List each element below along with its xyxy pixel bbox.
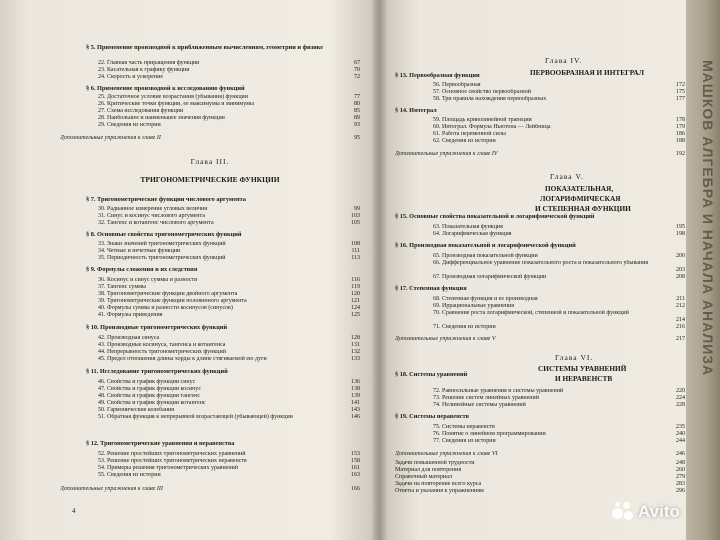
toc-entry <box>60 94 360 101</box>
toc-page-number: 143 <box>351 407 360 413</box>
toc-page-number: 235 <box>676 424 685 430</box>
section-10-heading: § 10. Производные тригонометрических функций <box>86 324 228 331</box>
toc-entry <box>60 122 360 129</box>
toc-entry-title: 55. Сведения из истории <box>98 472 161 478</box>
chapter-3-title: ТРИГОНОМЕТРИЧЕСКИЕ ФУНКЦИИ <box>140 175 280 184</box>
toc-entry <box>395 388 685 395</box>
toc-page-number: 279 <box>676 474 685 480</box>
toc-page-number: 163 <box>351 472 360 478</box>
toc-entry <box>395 324 685 331</box>
chapter-4-title: ПЕРВООБРАЗНАЯ И ИНТЕГРАЛ <box>530 68 645 77</box>
toc-entry-title: 67. Производная логарифмической функции <box>433 274 547 280</box>
toc-page-number: 72 <box>354 74 360 80</box>
toc-entry <box>60 335 360 342</box>
toc-appendix-entry <box>395 467 685 474</box>
toc-entry-title: 51. Обратная функция к непрерывной возрастающей (убывающей) функции <box>98 414 293 420</box>
toc-page-number: 85 <box>354 108 360 114</box>
toc-page-number: 139 <box>351 393 360 399</box>
toc-page-number: 138 <box>351 386 360 392</box>
toc-entry-title: 56. Первообразная <box>433 82 481 88</box>
toc-entry <box>60 393 360 400</box>
toc-entry-title: Задачи на повторение всего курса <box>395 481 482 487</box>
toc-entry-title: 28. Наибольшее и наименьшее значения функции <box>98 115 225 121</box>
toc-entry <box>395 89 685 96</box>
toc-entry <box>60 101 360 108</box>
toc-page-number: 153 <box>351 451 360 457</box>
toc-entry-title: 47. Свойства и график функции косинус <box>98 386 202 392</box>
section-13-heading: § 13. Первообразная функции <box>395 72 480 79</box>
toc-page-number: 132 <box>351 349 360 355</box>
toc-entry-title: 24. Скорость и ускорение <box>98 74 164 80</box>
toc-appendix-entry <box>395 460 685 467</box>
additional-exercises-ch4 <box>395 151 685 158</box>
toc-entry <box>395 274 685 281</box>
toc-page-number: 260 <box>676 467 685 473</box>
toc-entry <box>60 60 360 67</box>
section-7-heading: § 7. Тригонометрические функции числового аргумента <box>86 196 246 203</box>
toc-page-number: 70 <box>354 67 360 73</box>
toc-entry-title: 27. Схема исследования функции <box>98 108 184 114</box>
book-side-stripe <box>686 0 720 540</box>
toc-page-number: 217 <box>676 336 685 342</box>
left-page <box>60 0 360 540</box>
toc-page-number: 212 <box>676 303 685 309</box>
additional-exercises-ch6 <box>395 451 685 458</box>
toc-entry-title: Дополнительные упражнения к главе V <box>395 336 496 342</box>
toc-page-number: 67 <box>354 60 360 66</box>
toc-entry-title: 40. Формулы суммы и разности косинусов (синусов) <box>98 305 233 311</box>
toc-entry <box>60 277 360 284</box>
toc-entry-title: 41. Формулы приведения <box>98 312 163 318</box>
toc-entry-title: 39. Тригонометрические функции половинного аргумента <box>98 298 247 304</box>
toc-entry <box>60 356 360 363</box>
toc-entry <box>60 472 360 479</box>
toc-page-number: 95 <box>354 135 360 141</box>
chapter-5-title-line-1: ПОКАЗАТЕЛЬНАЯ, <box>545 184 614 193</box>
toc-page-number: 216 <box>676 324 685 330</box>
toc-entry <box>60 342 360 349</box>
toc-entry-title: 43. Производные косинуса, тангенса и котангенса <box>98 342 226 348</box>
toc-entry-title: 45. Предел отношения длины хорды к длине стягиваемой ею дуги <box>98 356 267 362</box>
toc-entry <box>60 291 360 298</box>
toc-entry <box>60 241 360 248</box>
toc-entry-title: 35. Периодичность тригонометрических функций <box>98 255 226 261</box>
toc-page-number: 244 <box>676 438 685 444</box>
toc-page-number: 283 <box>676 481 685 487</box>
toc-entry-title: 71. Сведения из истории <box>433 324 496 330</box>
toc-appendix-entry <box>395 481 685 488</box>
section-5-heading: § 5. Применение производной к приближенным вычислениям, геометрии и физике <box>86 44 324 51</box>
toc-entry-title: Справочный материал <box>395 474 452 480</box>
toc-page-number: 133 <box>351 356 360 362</box>
chapter-6-label: Глава VI. <box>555 353 594 362</box>
toc-entry-title: 59. Площадь криволинейной трапеции <box>433 117 532 123</box>
toc-entry-title: 26. Критические точки функции, ее максимумы и минимумы <box>98 101 254 107</box>
toc-entry <box>395 82 685 89</box>
chapter-4-label: Глава IV. <box>545 56 583 65</box>
toc-page-number: 125 <box>351 312 360 318</box>
toc-entry <box>395 253 685 260</box>
toc-page-number: 119 <box>351 284 360 290</box>
toc-entry-title: 31. Синус и косинус числового аргумента <box>98 213 205 219</box>
toc-entry-title: 34. Четные и нечетные функции <box>98 248 181 254</box>
toc-entry-title: 65. Производная показательной функции <box>433 253 538 259</box>
toc-appendix-entry <box>395 474 685 481</box>
toc-page-number: 228 <box>676 402 685 408</box>
toc-entry <box>395 431 685 438</box>
toc-entry-title: 50. Гармонические колебания <box>98 407 174 413</box>
toc-entry-title: 64. Логарифмическая функция <box>433 231 512 237</box>
toc-entry-title: Ответы и указания к упражнениям <box>395 488 484 494</box>
toc-appendix-entry <box>395 488 685 495</box>
toc-page-number: 208 <box>676 274 685 280</box>
toc-entry <box>60 67 360 74</box>
page-number-left: 4 <box>72 507 76 515</box>
toc-entry <box>60 115 360 122</box>
toc-page-number: 161 <box>351 465 360 471</box>
toc-entry <box>395 438 685 445</box>
toc-entry-title: 46. Свойства и график функции синус <box>98 379 196 385</box>
chapter-6-title-line-2: И НЕРАВЕНСТВ <box>555 374 613 383</box>
toc-entry-title: 69. Иррациональные уравнения <box>433 303 515 309</box>
toc-entry <box>395 124 685 131</box>
toc-page-number: 136 <box>351 379 360 385</box>
toc-page-number: 93 <box>354 122 360 128</box>
book-spine-shadow <box>372 0 386 540</box>
toc-entry <box>60 400 360 407</box>
toc-page-number: 177 <box>676 96 685 102</box>
toc-entry-title: 75. Системы неравенств <box>433 424 495 430</box>
toc-entry-title: 77. Сведения из истории <box>433 438 496 444</box>
right-page <box>395 0 685 540</box>
toc-page-number: 158 <box>351 458 360 464</box>
toc-entry <box>395 231 685 238</box>
toc-entry <box>60 312 360 319</box>
toc-page-number: 80 <box>354 101 360 107</box>
toc-page-number: 188 <box>676 138 685 144</box>
toc-entry-title: 73. Решение систем линейных уравнений <box>433 395 539 401</box>
toc-page-number: 105 <box>351 220 360 226</box>
toc-page-number: 121 <box>351 298 360 304</box>
section-12-heading: § 12. Тригонометрические уравнения и неравенства <box>86 440 235 447</box>
section-6-heading: § 6. Применение производной к исследованию функций <box>86 85 245 92</box>
toc-entry <box>60 414 360 421</box>
toc-page-number: 128 <box>351 335 360 341</box>
toc-page-number: 103 <box>351 213 360 219</box>
toc-page-number: 172 <box>676 82 685 88</box>
toc-entry-title: 76. Понятие о линейном программировании <box>433 431 546 437</box>
toc-entry <box>60 451 360 458</box>
toc-entry <box>395 131 685 138</box>
chapter-5-label: Глава V. <box>550 172 584 181</box>
toc-entry <box>60 206 360 213</box>
avito-logo-icon <box>612 502 634 522</box>
toc-entry <box>60 465 360 472</box>
toc-page-number: 111 <box>351 248 360 254</box>
toc-page-number: 113 <box>351 255 360 261</box>
toc-page-number: 108 <box>351 241 360 247</box>
toc-page-number: 146 <box>351 414 360 420</box>
toc-page-number: 175 <box>676 89 685 95</box>
toc-entry-title: 33. Знаки значений тригонометрических функций <box>98 241 226 247</box>
toc-entry <box>60 379 360 386</box>
toc-entry-title: 62. Сведения из истории <box>433 138 496 144</box>
section-18-heading: § 18. Системы уравнений <box>395 371 468 378</box>
toc-page-number: 200 <box>676 253 685 259</box>
section-11-heading: § 11. Исследование тригонометрических функций <box>86 368 228 375</box>
toc-entry <box>395 224 685 231</box>
toc-entry <box>60 305 360 312</box>
toc-entry-title: Материал для повторения <box>395 467 462 473</box>
avito-watermark <box>612 502 680 522</box>
toc-page-number: 195 <box>676 224 685 230</box>
toc-entry-title: 74. Нелинейные системы уравнений <box>433 402 526 408</box>
toc-entry-title: Дополнительные упражнения к главе VI <box>395 451 498 457</box>
toc-entry-title: 22. Главная часть приращения функции <box>98 60 200 66</box>
toc-entry <box>60 220 360 227</box>
toc-entry-title: 32. Тангенс и котангенс числового аргумента <box>98 220 214 226</box>
toc-entry-title: 29. Сведения из истории <box>98 122 161 128</box>
section-9-heading: § 9. Формулы сложения и их следствия <box>86 266 198 273</box>
toc-entry <box>395 96 685 103</box>
toc-page-number: 120 <box>351 291 360 297</box>
toc-entry-title: 42. Производная синуса <box>98 335 160 341</box>
toc-entry-title: 30. Радианное измерение угловых величин <box>98 206 208 212</box>
toc-entry-title: 60. Интеграл. Формула Ньютона — Лейбница <box>433 124 551 130</box>
toc-page-number: 220 <box>676 388 685 394</box>
toc-entry <box>60 74 360 81</box>
section-14-heading: § 14. Интеграл <box>395 107 437 114</box>
toc-entry <box>60 298 360 305</box>
toc-page-number: 214 <box>676 317 685 323</box>
toc-entry-title: 68. Степенная функция и ее производная <box>433 296 538 302</box>
toc-entry-title: 72. Равносильные уравнения и системы уравнений <box>433 388 564 394</box>
toc-entry-title: 37. Тангенс суммы <box>98 284 146 290</box>
toc-page-number: 211 <box>676 296 685 302</box>
toc-entry <box>395 260 685 274</box>
watermark-text: Avito <box>638 502 680 521</box>
toc-entry <box>60 108 360 115</box>
chapter-3-label: Глава III. <box>190 157 230 166</box>
toc-entry-title: 70. Сравнение роста логарифмической, степенной и показательной функций <box>433 310 629 316</box>
chapter-5-title-line-3: И СТЕПЕННАЯ ФУНКЦИИ <box>535 204 631 213</box>
chapter-6-title-line-1: СИСТЕМЫ УРАВНЕНИЙ <box>538 364 627 373</box>
toc-entry-title: 57. Основное свойство первообразной <box>433 89 531 95</box>
toc-entry <box>395 424 685 431</box>
toc-page-number: 89 <box>354 115 360 121</box>
toc-page-number: 186 <box>676 131 685 137</box>
chapter-5-title-line-2: ЛОГАРИФМИЧЕСКАЯ <box>540 194 621 203</box>
toc-page-number: 77 <box>354 94 360 100</box>
toc-entry-title: 63. Показательная функция <box>433 224 503 230</box>
toc-entry-title: 25. Достаточное условие возрастания (убывания) функции <box>98 94 248 100</box>
toc-entry <box>395 303 685 310</box>
toc-entry-title: 61. Работа переменной силы <box>433 131 506 137</box>
toc-entry <box>60 349 360 356</box>
toc-entry <box>60 248 360 255</box>
toc-entry <box>395 296 685 303</box>
toc-page-number: 166 <box>351 486 360 492</box>
toc-entry <box>60 386 360 393</box>
toc-entry-title: 23. Касательная к графику функции <box>98 67 190 73</box>
section-15-heading: § 15. Основные свойства показательной и логарифмической функций <box>395 213 595 220</box>
section-16-heading: § 16. Производная показательной и логарифмической функций <box>395 242 576 249</box>
toc-page-number: 141 <box>351 400 360 406</box>
toc-entry <box>60 458 360 465</box>
toc-entry-title: 38. Тригонометрические функции двойного аргумента <box>98 291 238 297</box>
toc-entry <box>395 117 685 124</box>
toc-entry-title: Дополнительные упражнения к главе IV <box>395 151 498 157</box>
toc-entry-title: Дополнительные упражнения к главе II <box>60 135 161 141</box>
toc-entry-title: Задачи повышенной трудности <box>395 460 475 466</box>
toc-entry-title: 66. Дифференциальное уравнение показательного роста и показательного убывания <box>433 260 649 266</box>
toc-page-number: 240 <box>676 431 685 437</box>
spine-text: МАШКОВ АЛГЕБРА И НАЧАЛА АНАЛИЗА <box>700 60 716 377</box>
toc-entry-title: 58. Три правила нахождения первообразных <box>433 96 547 102</box>
toc-page-number: 296 <box>676 488 685 494</box>
toc-page-number: 192 <box>676 151 685 157</box>
toc-page-number: 246 <box>676 451 685 457</box>
toc-page-number: 131 <box>351 342 360 348</box>
additional-exercises-ch3 <box>60 486 360 493</box>
section-17-heading: § 17. Степенная функция <box>395 285 467 292</box>
toc-page-number: 198 <box>676 231 685 237</box>
toc-entry-title: 44. Непрерывность тригонометрических функций <box>98 349 226 355</box>
toc-entry <box>60 213 360 220</box>
toc-entry <box>395 138 685 145</box>
toc-entry-title: 54. Примеры решения тригонометрических уравнений <box>98 465 238 471</box>
additional-exercises-ch5 <box>395 336 685 343</box>
toc-page-number: 224 <box>676 395 685 401</box>
toc-entry-title: 48. Свойства и график функции тангенс <box>98 393 201 399</box>
section-8-heading: § 8. Основные свойства тригонометрических функций <box>86 231 242 238</box>
toc-page-number: 179 <box>676 124 685 130</box>
toc-entry <box>395 310 685 324</box>
section-19-heading: § 19. Системы неравенств <box>395 413 469 420</box>
toc-entry <box>395 395 685 402</box>
toc-entry-title: Дополнительные упражнения к главе III <box>60 486 163 492</box>
toc-entry <box>60 255 360 262</box>
toc-entry-title: 49. Свойства и график функции котангенс <box>98 400 206 406</box>
toc-entry-title: 52. Решение простейших тригонометрических уравнений <box>98 451 246 457</box>
toc-entry <box>60 284 360 291</box>
additional-exercises-ch2 <box>60 135 360 142</box>
toc-page-number: 99 <box>354 206 360 212</box>
toc-entry-title: 36. Косинус и синус суммы и разности <box>98 277 198 283</box>
toc-entry <box>60 407 360 414</box>
toc-page-number: 116 <box>351 277 360 283</box>
toc-page-number: 124 <box>351 305 360 311</box>
toc-entry-title: 53. Решение простейших тригонометрических неравенств <box>98 458 247 464</box>
toc-page-number: 203 <box>676 267 685 273</box>
toc-entry <box>395 402 685 409</box>
toc-page-number: 248 <box>676 460 685 466</box>
toc-page-number: 178 <box>676 117 685 123</box>
